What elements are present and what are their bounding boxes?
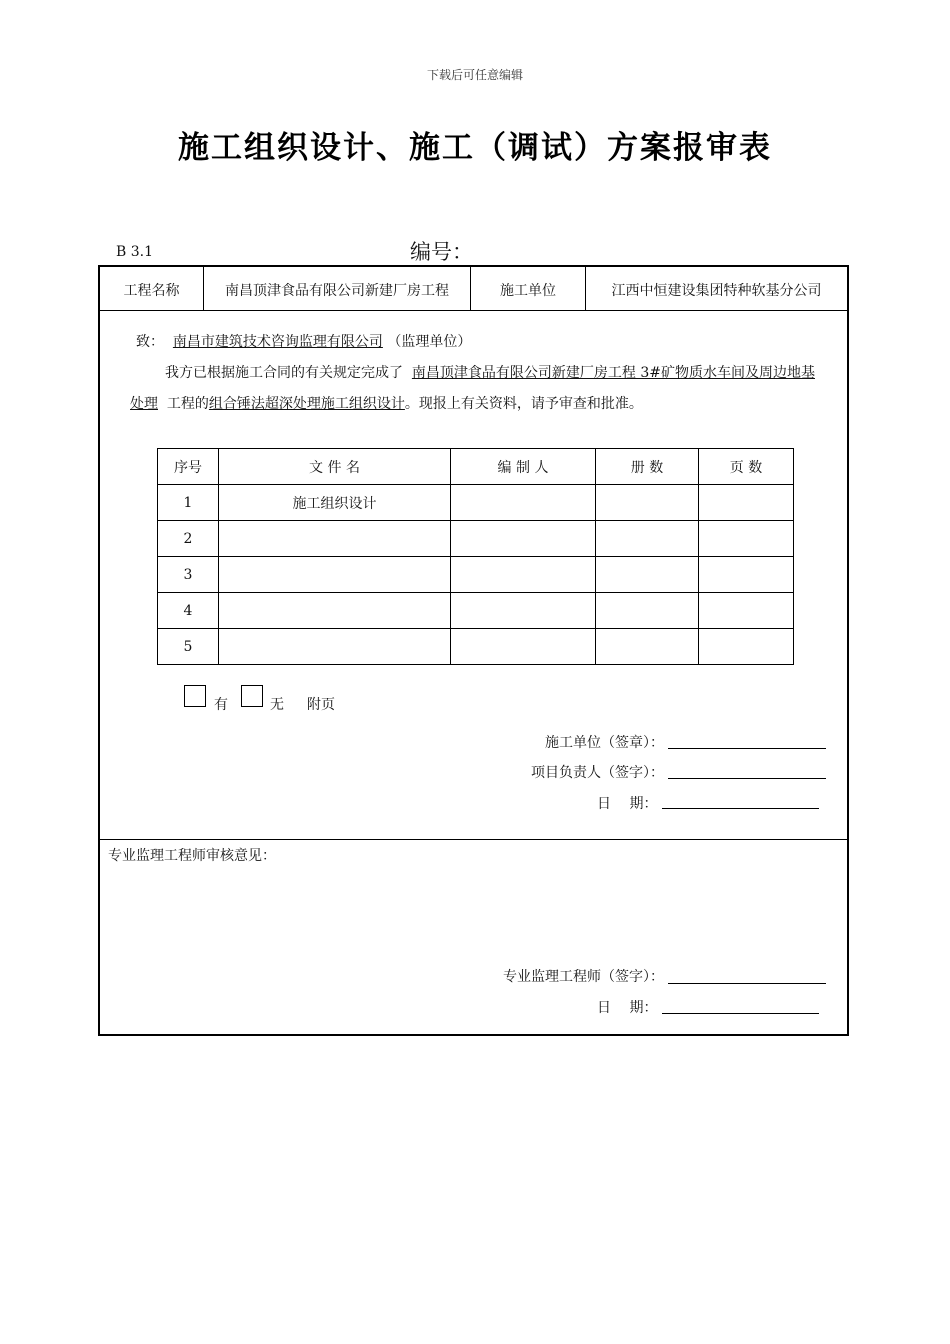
cell-seq: 2: [158, 521, 219, 557]
line2-mid: 工程的: [166, 396, 209, 412]
cell-pages[interactable]: [699, 629, 794, 665]
body-line-2: [130, 394, 643, 414]
header-file-name: 文 件 名: [219, 449, 451, 485]
table-row: [158, 593, 794, 629]
cell-file-name[interactable]: [219, 593, 451, 629]
line2-suffix: 。现报上有关资料，请予审查和批准。: [404, 396, 643, 412]
header-volumes: 册 数: [596, 449, 699, 485]
supervisor-date-label: 日 期：: [597, 1000, 658, 1016]
cell-file-name[interactable]: [219, 629, 451, 665]
project-name-label: 工程名称: [123, 283, 180, 299]
cell-pages[interactable]: [699, 557, 794, 593]
header-seq: 序号: [158, 449, 219, 485]
cell-author[interactable]: [451, 593, 596, 629]
cell-volumes[interactable]: [596, 593, 699, 629]
table-row: [158, 485, 794, 521]
attachment-suffix: 附页: [307, 697, 335, 713]
cell-seq: 1: [158, 485, 219, 521]
project-name-value: 南昌顶津食品有限公司新建厂房工程: [225, 283, 449, 299]
addressee-line: [136, 332, 471, 352]
table-header-row: [158, 449, 794, 485]
contractor-seal-label: 施工单位（签章）：: [545, 735, 664, 751]
to-suffix: （监理单位）: [387, 334, 472, 350]
cell-volumes[interactable]: [596, 629, 699, 665]
form-code: B 3.1: [116, 244, 154, 260]
number-label: 编号：: [410, 240, 473, 264]
scope-tail: 处理: [130, 396, 158, 412]
cell-volumes[interactable]: [596, 485, 699, 521]
has-attachment-checkbox[interactable]: [184, 685, 206, 707]
cell-author[interactable]: [451, 521, 596, 557]
cell-author[interactable]: [451, 557, 596, 593]
contractor-seal-line[interactable]: [668, 748, 826, 749]
table-row: [158, 629, 794, 665]
cell-pages[interactable]: [699, 521, 794, 557]
contractor-label: 施工单位: [500, 283, 556, 299]
has-label: 有: [214, 697, 228, 713]
opinion-label: 专业监理工程师审核意见：: [108, 848, 276, 864]
table-row: [158, 557, 794, 593]
cell-file-name[interactable]: 施工组织设计: [219, 485, 451, 521]
header-author: 编 制 人: [451, 449, 596, 485]
cell-pages[interactable]: [699, 485, 794, 521]
engineer-sign-line[interactable]: [668, 983, 826, 984]
supervisor-date-line[interactable]: [662, 1013, 819, 1014]
to-prefix: 致：: [136, 334, 164, 350]
cell-pages[interactable]: [699, 593, 794, 629]
files-table: [157, 448, 794, 665]
table-row: [158, 521, 794, 557]
cell-seq: 3: [158, 557, 219, 593]
engineer-sign-label: 专业监理工程师（签字）：: [503, 969, 664, 985]
cell-file-name[interactable]: [219, 557, 451, 593]
cell-author[interactable]: [451, 629, 596, 665]
cell-volumes[interactable]: [596, 521, 699, 557]
cell-author[interactable]: [451, 485, 596, 521]
divider: [100, 839, 847, 840]
none-label: 无: [270, 697, 284, 713]
header-note: 下载后可任意编辑: [426, 68, 523, 82]
contractor-date-label: 日 期：: [597, 796, 658, 812]
cell-seq: 5: [158, 629, 219, 665]
line1-prefix: 我方已根据施工合同的有关规定完成了: [165, 365, 403, 381]
contractor-value: 江西中恒建设集团特种软基分公司: [611, 283, 822, 299]
project-scope: 南昌顶津食品有限公司新建厂房工程 3#矿物质水车间及周边地基: [411, 365, 815, 381]
no-attachment-checkbox[interactable]: [241, 685, 263, 707]
contractor-date-line[interactable]: [662, 808, 819, 809]
divider: [100, 310, 847, 311]
design-name: 组合锤法超深处理施工组织设计: [208, 396, 405, 412]
cell-file-name[interactable]: [219, 521, 451, 557]
cell-volumes[interactable]: [596, 557, 699, 593]
supervision-unit: 南昌市建筑技术咨询监理有限公司: [172, 334, 383, 350]
header-pages: 页 数: [699, 449, 794, 485]
manager-sign-label: 项目负责人（签字）：: [531, 765, 664, 781]
page-title: 施工组织设计、施工（调试）方案报审表: [178, 130, 772, 166]
body-line-1: [165, 363, 815, 383]
cell-seq: 4: [158, 593, 219, 629]
manager-sign-line[interactable]: [668, 778, 826, 779]
